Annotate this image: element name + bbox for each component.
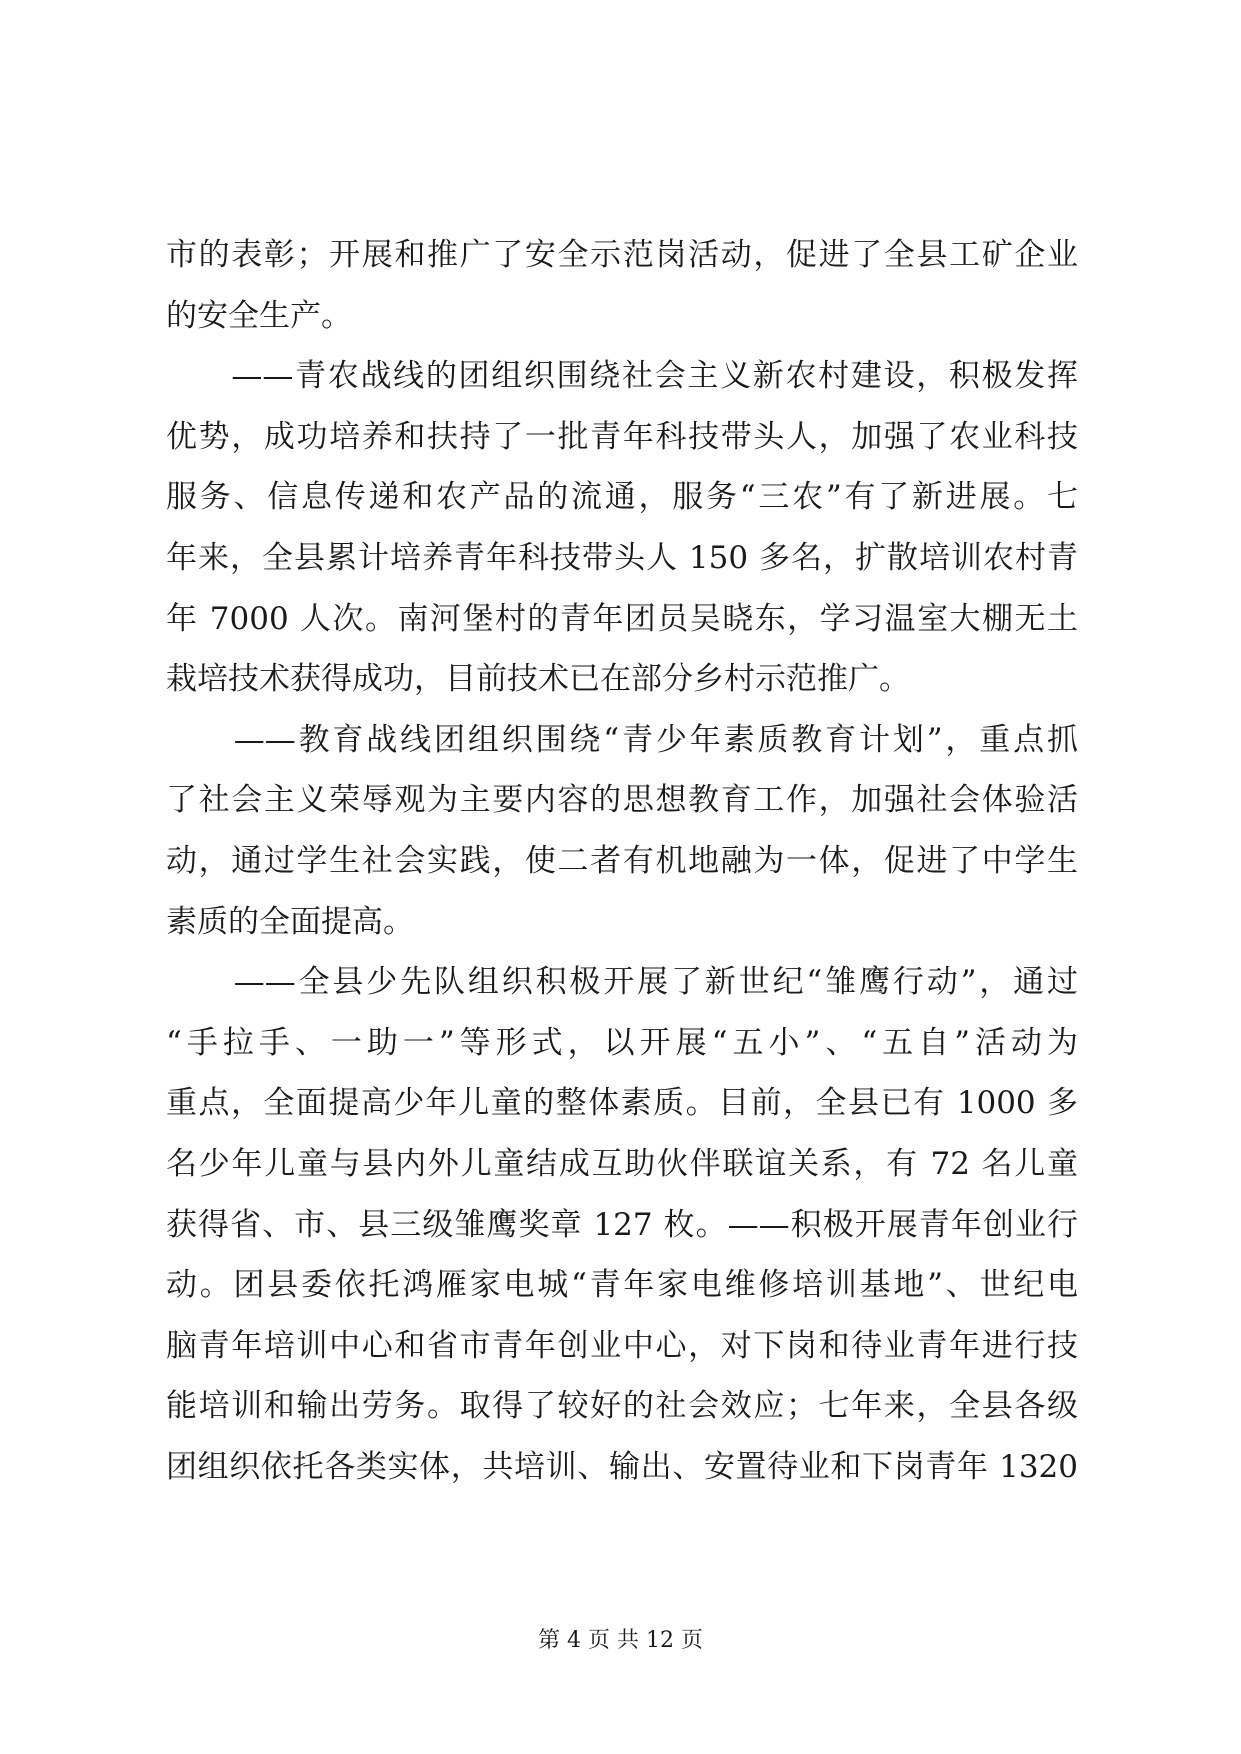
body-text (166, 225, 1078, 1497)
text-line: 年来，全县累计培养青年科技带头人 150 多名，扩散培训农村青 (166, 539, 1078, 576)
text-line: 素质的全面提高。 (166, 903, 414, 940)
text-line: 团组织依托各类实体，共培训、输出、安置待业和下岗青年 1320 (166, 1448, 1078, 1485)
text-line: 动。团县委依托鸿雁家电城“青年家电维修培训基地”、世纪电 (166, 1267, 1078, 1304)
text-line: ——教育战线团组织围绕“青少年素质教育计划”，重点抓 (166, 721, 1078, 758)
text-line: 优势，成功培养和扶持了一批青年科技带头人，加强了农业科技 (166, 418, 1078, 455)
text-line: 动，通过学生社会实践，使二者有机地融为一体，促进了中学生 (166, 842, 1078, 879)
text-line: 服务、信息传递和农产品的流通，服务“三农”有了新进展。七 (166, 479, 1078, 516)
text-line: 重点，全面提高少年儿童的整体素质。目前，全县已有 1000 多 (166, 1085, 1078, 1122)
text-line: “手拉手、一助一”等形式，以开展“五小”、“五自”活动为 (166, 1024, 1078, 1061)
text-line: 能培训和输出劳务。取得了较好的社会效应；七年来，全县各级 (166, 1388, 1078, 1425)
text-line: ——全县少先队组织积极开展了新世纪“雏鹰行动”，通过 (166, 964, 1078, 1001)
text-line: 的安全生产。 (166, 297, 352, 334)
text-line: 市的表彰；开展和推广了安全示范岗活动，促进了全县工矿企业 (166, 237, 1078, 273)
text-line: 栽培技术获得成功，目前技术已在部分乡村示范推广。 (166, 661, 910, 698)
text-line: 获得省、市、县三级雏鹰奖章 127 枚。——积极开展青年创业行 (166, 1206, 1078, 1243)
text-line: 脑青年培训中心和省市青年创业中心，对下岗和待业青年进行技 (166, 1327, 1078, 1364)
text-line: ——青农战线的团组织围绕社会主义新农村建设，积极发挥 (166, 358, 1078, 395)
page-footer: 第 4 页 共 12 页 (538, 1628, 703, 1653)
text-line: 年 7000 人次。南河堡村的青年团员吴晓东，学习温室大棚无土 (166, 600, 1078, 637)
text-line: 了社会主义荣辱观为主要内容的思想教育工作，加强社会体验活 (166, 782, 1078, 819)
text-line: 名少年儿童与县内外儿童结成互助伙伴联谊关系，有 72 名儿童 (166, 1145, 1078, 1182)
